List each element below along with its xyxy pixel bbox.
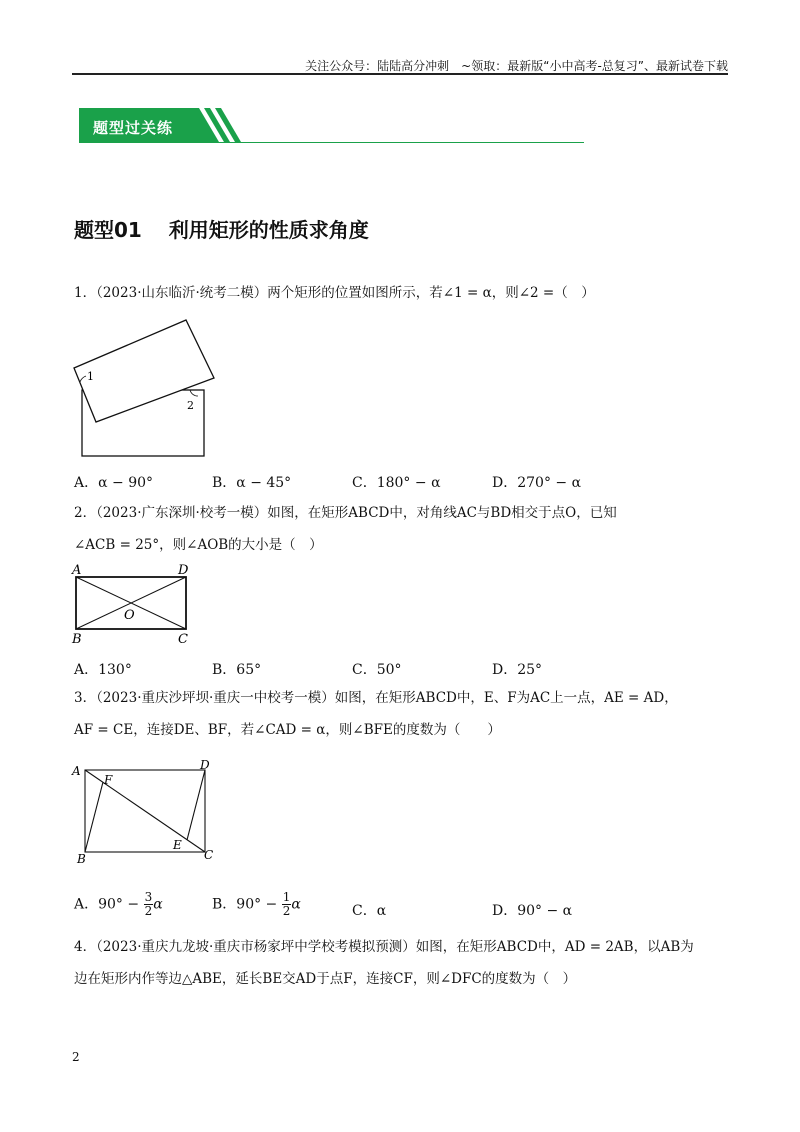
- q4-stem-line2: 边在矩形内作等边△ABE，延长BE交AD于点F，连接CF，则∠DFC的度数为（ ）: [74, 971, 577, 987]
- q3-segment-de: [187, 770, 205, 840]
- q1-option-b[interactable]: B．α − 45°: [212, 475, 292, 491]
- page-number: 2: [72, 1050, 80, 1064]
- q2-option-d[interactable]: D．25°: [492, 662, 543, 678]
- q3-option-a-fraction: $\frac{3}{2}$: [144, 890, 153, 918]
- q3-option-a[interactable]: [74, 891, 163, 918]
- q3-label-b: B: [77, 852, 86, 866]
- q3-label-c: C: [204, 848, 214, 862]
- q1-figure: [72, 318, 222, 460]
- q3-label-a: A: [72, 764, 81, 778]
- q2-option-b[interactable]: B．65°: [212, 662, 262, 678]
- q2-stem-line2: ∠ACB = 25°，则∠AOB的大小是（ ）: [74, 537, 323, 553]
- q3-option-b-alpha: α: [291, 896, 301, 913]
- q2-label-c: C: [178, 632, 188, 646]
- q2-label-o: O: [124, 608, 135, 623]
- section-title: 题型01 利用矩形的性质求角度: [74, 218, 369, 242]
- banner-label: 题型过关练: [93, 119, 174, 137]
- q3-stem-line1: 3．（2023·重庆沙坪坝·重庆一中校考一模）如图，在矩形ABCD中，E、F为AC上一点，AE = AD，: [74, 690, 678, 706]
- page-header: 关注公众号：陆陆高分冲刺 ~领取：最新版“小中高考-总复习”、最新试卷下载: [305, 59, 728, 73]
- q1-option-a[interactable]: A．α − 90°: [74, 475, 154, 491]
- q3-figure: [68, 755, 220, 867]
- header-rule: [72, 73, 728, 75]
- q3-option-b-prefix: B．90° −: [212, 896, 278, 913]
- q4-stem-line1: 4．（2023·重庆九龙坡·重庆市杨家坪中学校考模拟预测）如图，在矩形ABCD中，AD = 2AB，以AB为: [74, 939, 694, 955]
- q1-angle-2-arc: [190, 390, 198, 396]
- q2-option-a[interactable]: A．130°: [74, 662, 132, 678]
- q2-figure: [70, 562, 200, 646]
- q3-segment-bf: [85, 782, 103, 852]
- q1-stem: 1．（2023·山东临沂·统考二模）两个矩形的位置如图所示，若∠1 = α，则∠2 =（ ）: [74, 285, 595, 301]
- q2-label-d: D: [178, 563, 189, 578]
- q3-option-a-prefix: A．90° −: [74, 896, 140, 913]
- q1-label-2: 2: [187, 399, 194, 412]
- q2-label-b: B: [72, 632, 82, 646]
- q3-label-f: F: [104, 773, 113, 787]
- q3-label-e: E: [173, 838, 182, 852]
- q3-option-d[interactable]: D．90° − α: [492, 903, 573, 919]
- q3-option-b[interactable]: [212, 891, 301, 918]
- q3-stem-line2: AF = CE，连接DE、BF，若∠CAD = α，则∠BFE的度数为（ ）: [74, 722, 501, 738]
- q3-option-c[interactable]: C．α: [352, 903, 387, 919]
- q3-option-b-fraction: $\frac{1}{2}$: [282, 890, 291, 918]
- q1-option-d[interactable]: D．270° − α: [492, 475, 582, 491]
- q2-stem-line1: 2．（2023·广东深圳·校考一模）如图，在矩形ABCD中，对角线AC与BD相交于点O，已知: [74, 505, 617, 521]
- q1-option-c[interactable]: C．180° − α: [352, 475, 441, 491]
- q3-label-d: D: [200, 758, 210, 772]
- q2-option-c[interactable]: C．50°: [352, 662, 402, 678]
- q1-label-1: 1: [87, 370, 94, 383]
- q2-label-a: A: [72, 563, 82, 578]
- q3-option-a-alpha: α: [153, 896, 163, 913]
